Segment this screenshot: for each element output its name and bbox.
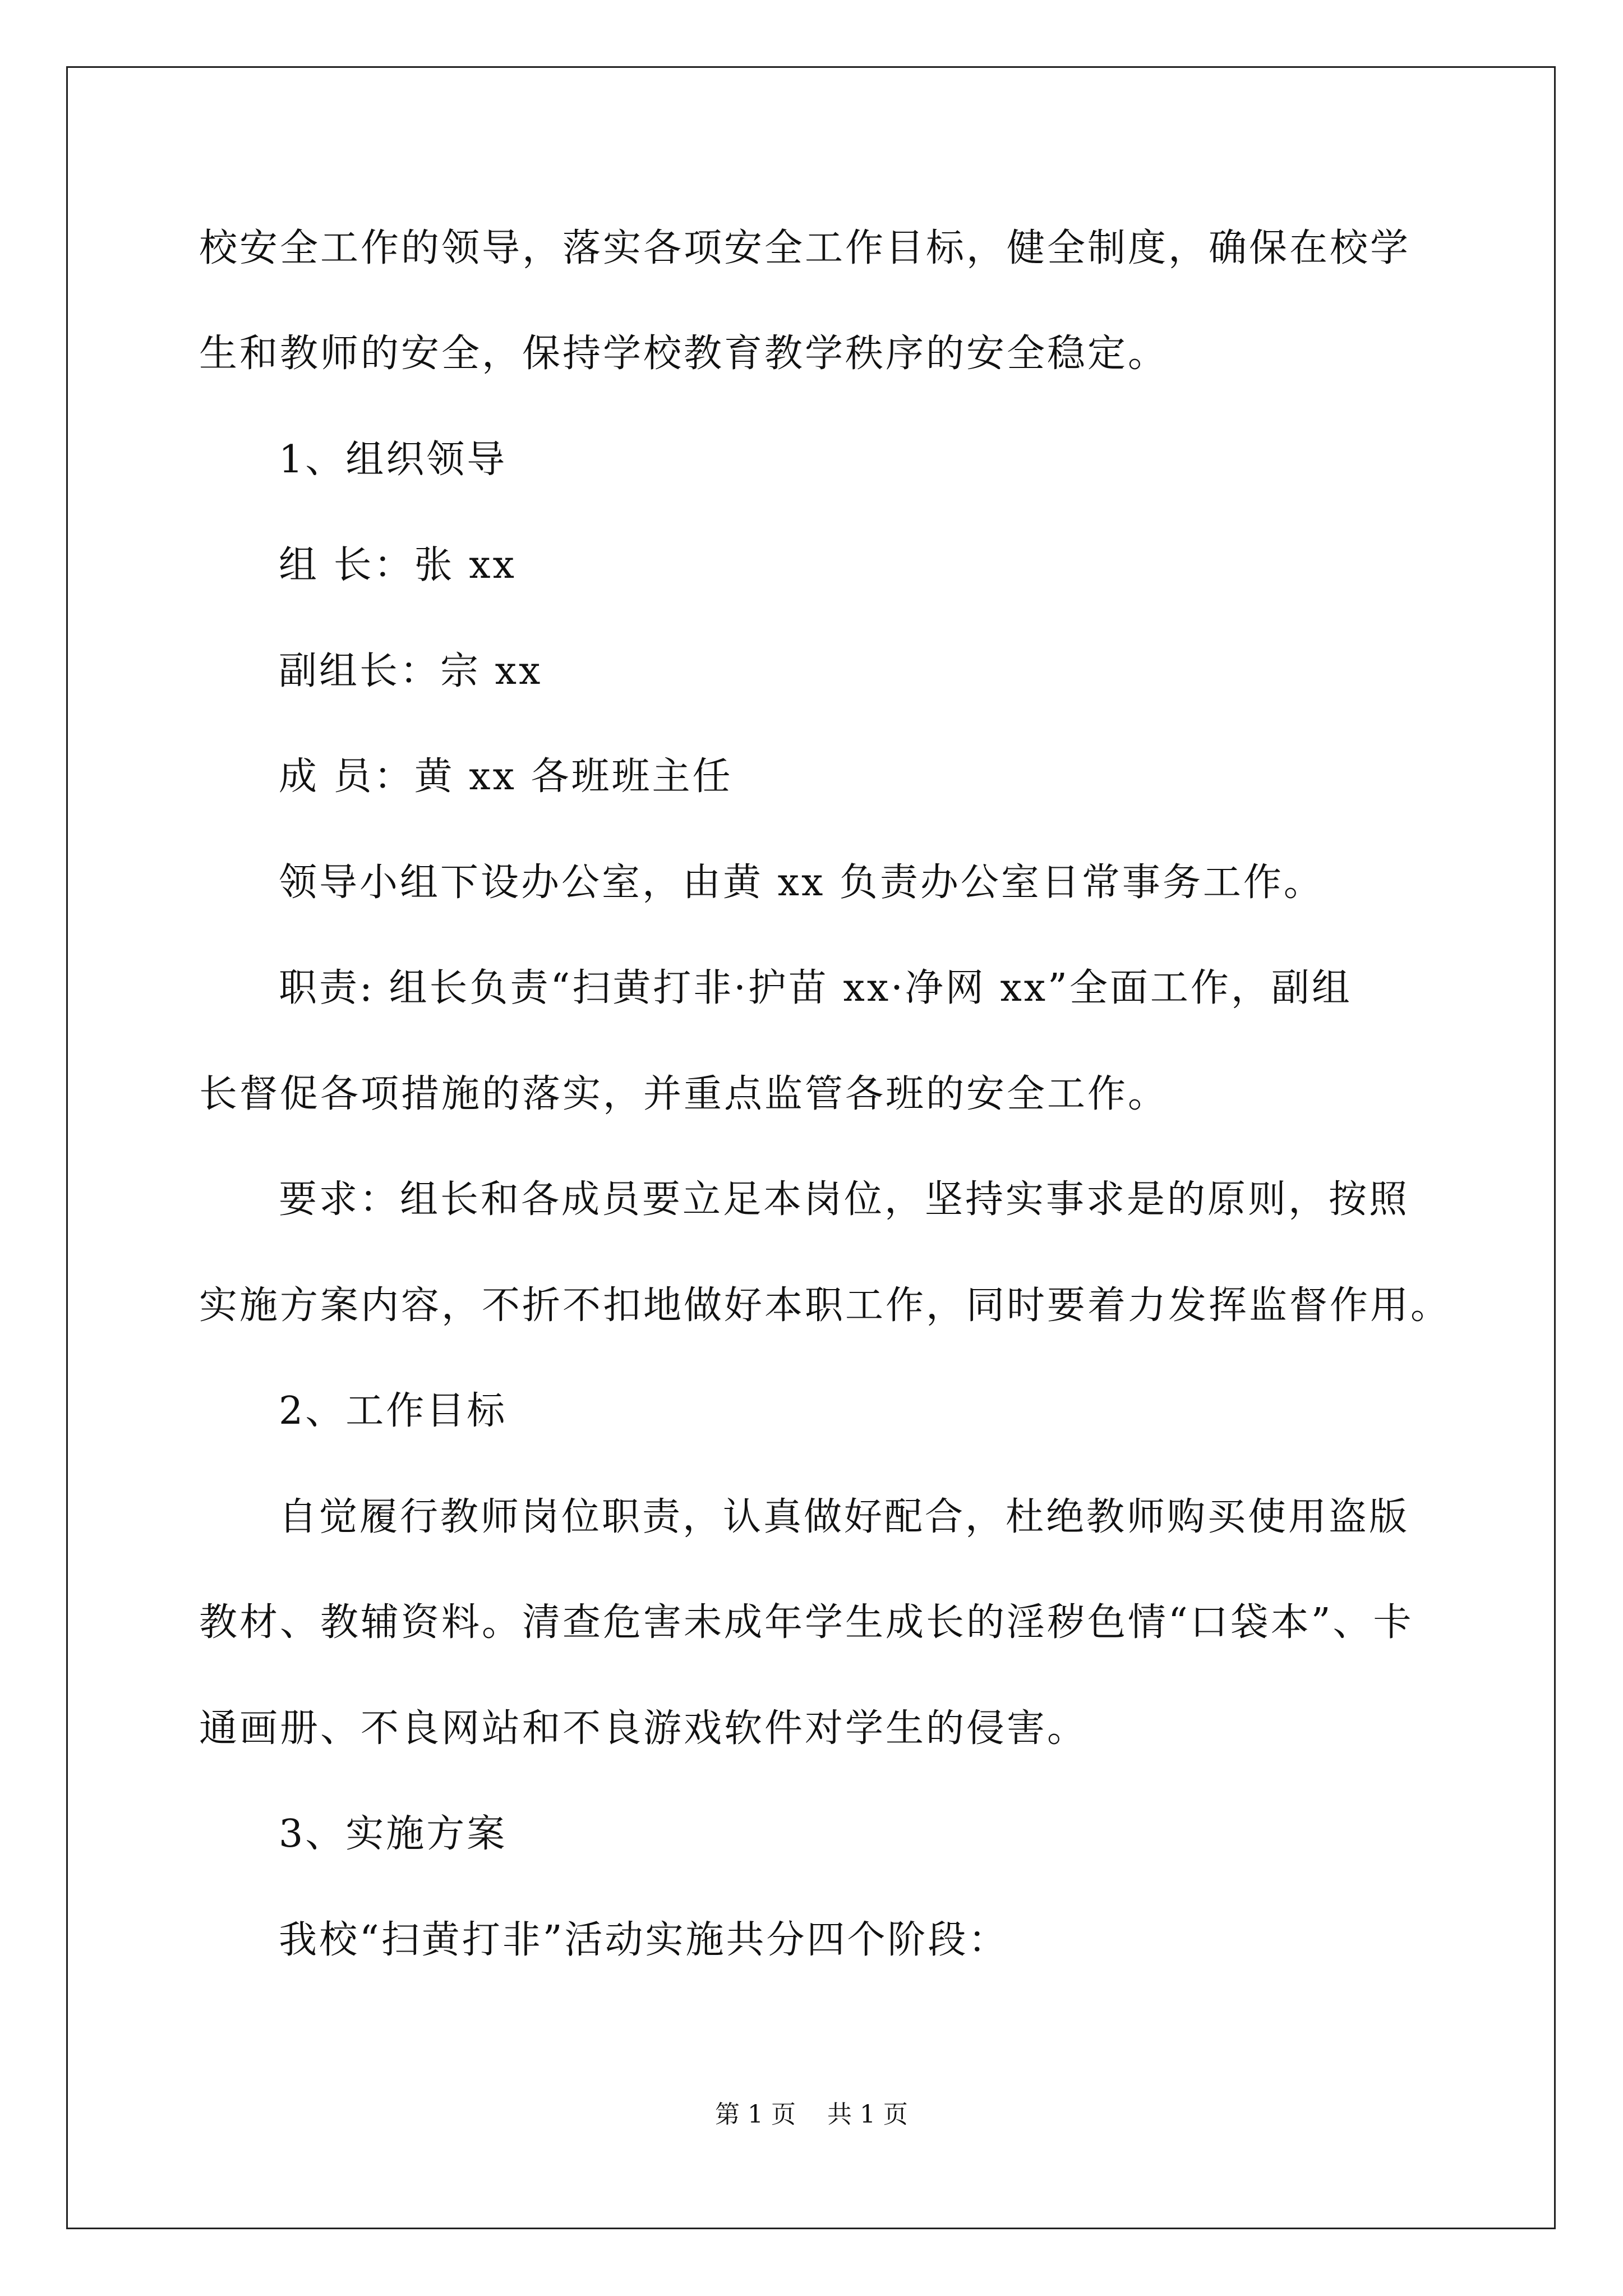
section-heading: 2、工作目标: [279, 1389, 508, 1433]
paragraph-line: 长督促各项措施的落实，并重点监管各班的安全工作。: [199, 1072, 1169, 1116]
paragraph-line: 自觉履行教师岗位职责，认真做好配合，杜绝教师购买使用盗版: [279, 1495, 1410, 1539]
page-footer: 第 1 页 共 1 页: [715, 2100, 908, 2129]
section-heading: 3、实施方案: [279, 1812, 508, 1856]
section-heading: 1、组织领导: [279, 438, 508, 482]
paragraph-line: 成 员：黄 xx 各班班主任: [279, 754, 733, 799]
paragraph-line: 组 长：张 xx: [279, 543, 517, 587]
page-border: [66, 66, 1556, 2229]
paragraph-line: 生和教师的安全，保持学校教育教学秩序的安全稳定。: [199, 332, 1169, 376]
paragraph-line: 教材、教辅资料。清查危害未成年学生成长的淫秽色情“口袋本”、卡: [199, 1600, 1414, 1645]
paragraph-line: 职责: 组长负责“扫黄打非·护苗 xx·净网 xx”全面工作，副组: [279, 966, 1352, 1010]
paragraph-line: 我校“扫黄打非”活动实施共分四个阶段：: [279, 1918, 1009, 1962]
paragraph-line: 通画册、不良网站和不良游戏软件对学生的侵害。: [199, 1706, 1088, 1751]
paragraph-line: 副组长：宗 xx: [279, 649, 543, 693]
paragraph-line: 校安全工作的领导，落实各项安全工作目标，健全制度，确保在校学: [199, 226, 1411, 270]
paragraph-line: 领导小组下设办公室，由黄 xx 负责办公室日常事务工作。: [279, 861, 1324, 905]
paragraph-line: 要求：组长和各成员要立足本岗位，坚持实事求是的原则，按照: [279, 1177, 1410, 1222]
paragraph-line: 实施方案内容，不折不扣地做好本职工作，同时要着力发挥监督作用。: [199, 1283, 1451, 1328]
